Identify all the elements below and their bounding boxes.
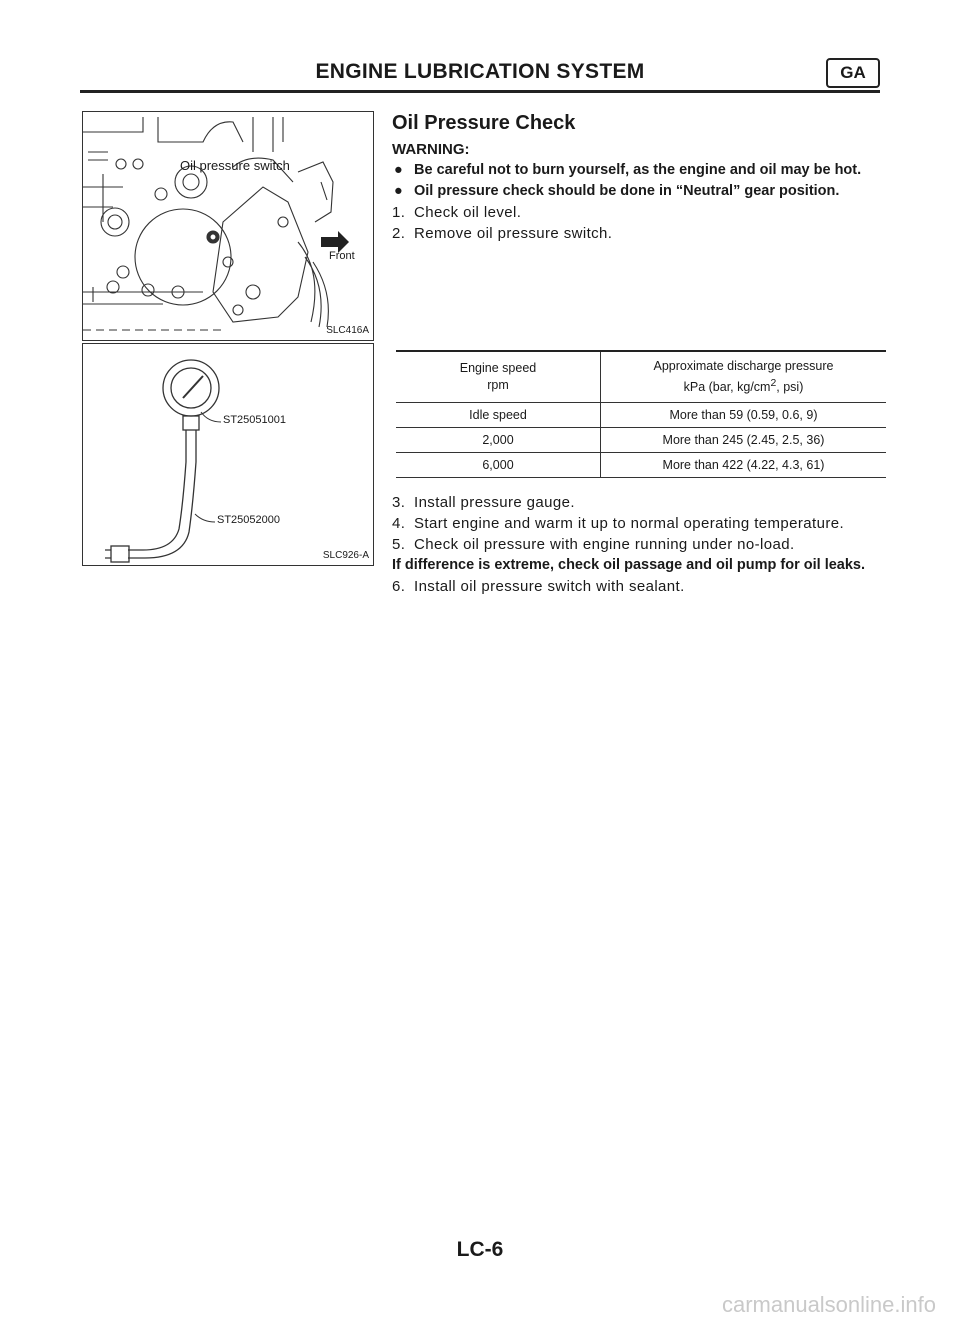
gauge-drawing — [83, 344, 373, 565]
pressure-gauge-figure — [82, 343, 374, 566]
warning-item: ● Be careful not to burn yourself, as the engine and oil may be hot. — [394, 162, 862, 178]
oil-pressure-table — [396, 350, 886, 478]
leak-note: If difference is extreme, check oil passage and oil pump for oil leaks. — [392, 557, 866, 573]
instructions-lower — [392, 492, 892, 597]
engine-figure — [82, 111, 374, 341]
tool-label-st25052000: ST25052000 — [217, 514, 280, 526]
table-row — [396, 428, 886, 453]
header-rule — [80, 90, 880, 93]
speed-cell: 6,000 — [396, 453, 601, 478]
header-title: ENGINE LUBRICATION SYSTEM — [315, 60, 645, 83]
pressure-cell: More than 422 (4.22, 4.3, 61) — [601, 453, 887, 478]
step-1: 1. Check oil level. — [392, 204, 522, 221]
figure1-code: SLC416A — [326, 325, 369, 336]
speed-cell: Idle speed — [396, 403, 601, 428]
warning-item: ● Oil pressure check should be done in “Neutral” gear position. — [394, 183, 840, 199]
step-2: 2. Remove oil pressure switch. — [392, 225, 613, 242]
page-header — [80, 58, 880, 92]
engine-drawing — [83, 112, 373, 340]
table-row — [396, 453, 886, 478]
discharge-pressure-header: Approximate discharge pressure kPa (bar, $kg/cm^2$, psi) — [601, 351, 887, 403]
pressure-cell: More than 245 (2.45, 2.5, 36) — [601, 428, 887, 453]
watermark: carmanualsonline.info — [721, 1292, 936, 1317]
front-direction-label: Front — [329, 250, 355, 262]
figure2-code: SLC926-A — [322, 550, 369, 561]
table-row — [396, 403, 886, 428]
section-title: Oil Pressure Check — [392, 112, 576, 134]
step-6: 6. Install oil pressure switch with sealant. — [392, 578, 685, 595]
warning-heading: WARNING: — [392, 141, 470, 158]
engine-speed-header: Engine speed rpm — [396, 351, 601, 403]
pressure-cell: More than 59 (0.59, 0.6, 9) — [601, 403, 887, 428]
oil-pressure-switch-callout: Oil pressure switch — [180, 158, 290, 173]
tool-label-st25051001: ST25051001 — [223, 414, 286, 426]
step-4: 4. Start engine and warm it up to normal operating temperature. — [392, 515, 845, 532]
step-3: 3. Install pressure gauge. — [392, 494, 575, 511]
engine-badge: GA — [826, 58, 880, 88]
table-header-row — [396, 351, 886, 403]
instructions-upper — [392, 112, 892, 244]
page-number: LC-6 — [456, 1238, 504, 1261]
step-5: 5. Check oil pressure with engine running under no-load. — [392, 536, 795, 553]
speed-cell: 2,000 — [396, 428, 601, 453]
